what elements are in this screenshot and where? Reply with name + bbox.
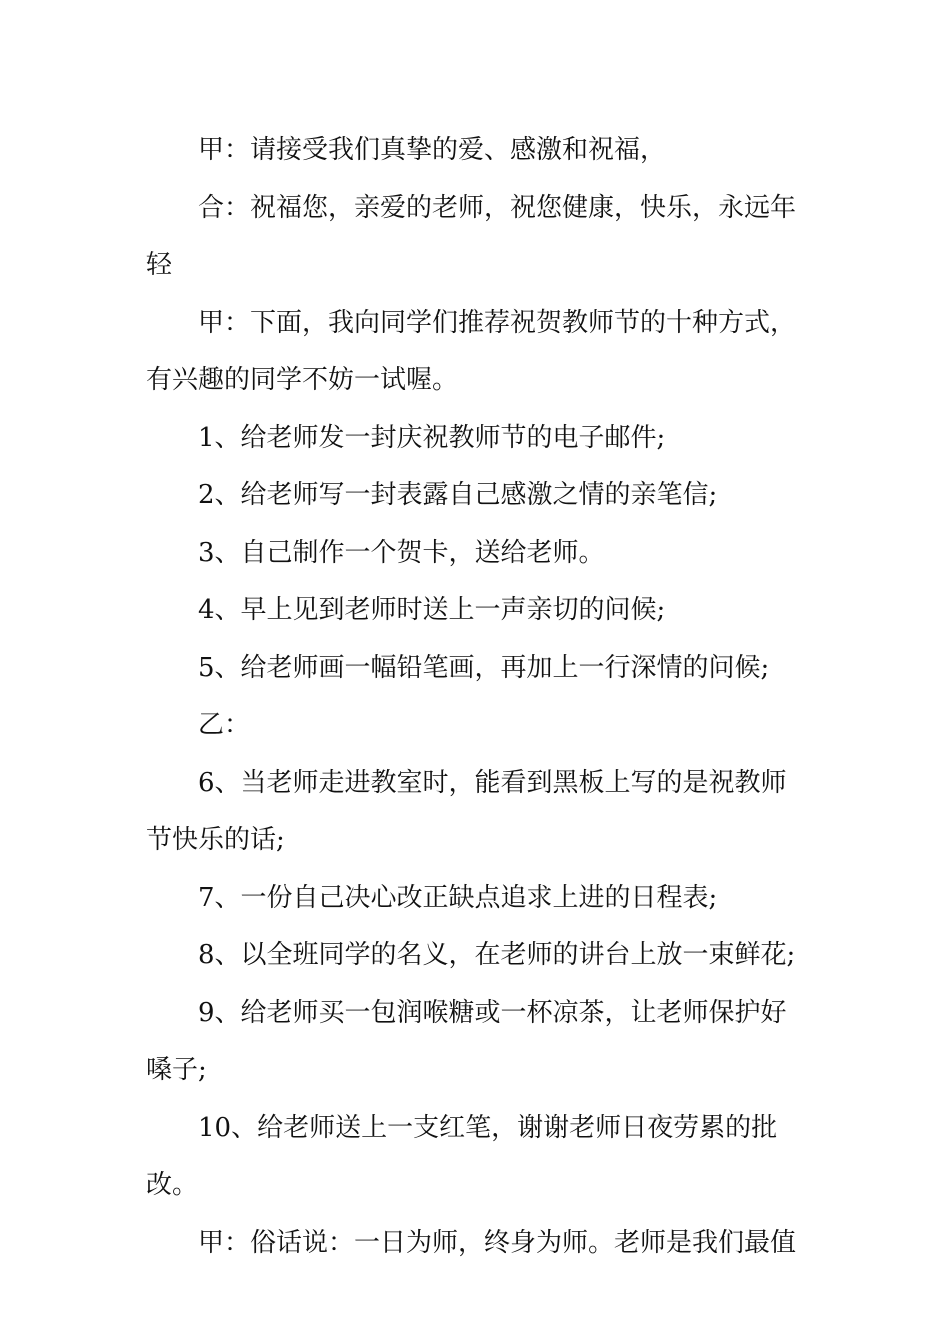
list-item-9: 9、给老师买一包润喉糖或一杯凉茶，让老师保护好嗓子;: [146, 997, 787, 1085]
list-item-10: 10、给老师送上一支红笔，谢谢老师日夜劳累的批改。: [146, 1112, 778, 1200]
list-item-3: 3、自己制作一个贺卡，送给老师。: [198, 537, 605, 568]
speaker-label: 乙：: [198, 710, 251, 740]
paragraph-last: 甲：俗话说：一日为师，终身为师。老师是我们最值: [198, 1227, 797, 1258]
list-item-2: 2、给老师写一封表露自己感激之情的亲笔信;: [198, 480, 718, 510]
paragraph-1: 甲：请接受我们真挚的爱、感激和祝福，: [198, 135, 667, 165]
list-item-7: 7、一份自己决心改正缺点追求上进的日程表;: [198, 882, 718, 913]
list-item-6: 6、当老师走进教室时，能看到黑板上写的是祝教师节快乐的话;: [146, 767, 787, 855]
list-item-1: 1、给老师发一封庆祝教师节的电子邮件;: [198, 422, 666, 453]
list-item-5: 5、给老师画一幅铅笔画，再加上一行深情的问候;: [198, 652, 770, 683]
paragraph-3: 甲：下面，我向同学们推荐祝贺教师节的十种方式，有兴趣的同学不妨一试喔。: [146, 307, 797, 395]
list-item-4: 4、早上见到老师时送上一声亲切的问候;: [198, 595, 666, 625]
paragraph-2: 合：祝福您，亲爱的老师，祝您健康，快乐，永远年轻: [146, 192, 797, 280]
list-item-8: 8、以全班同学的名义，在老师的讲台上放一束鲜花;: [198, 940, 796, 970]
document-body: [146, 122, 810, 1272]
